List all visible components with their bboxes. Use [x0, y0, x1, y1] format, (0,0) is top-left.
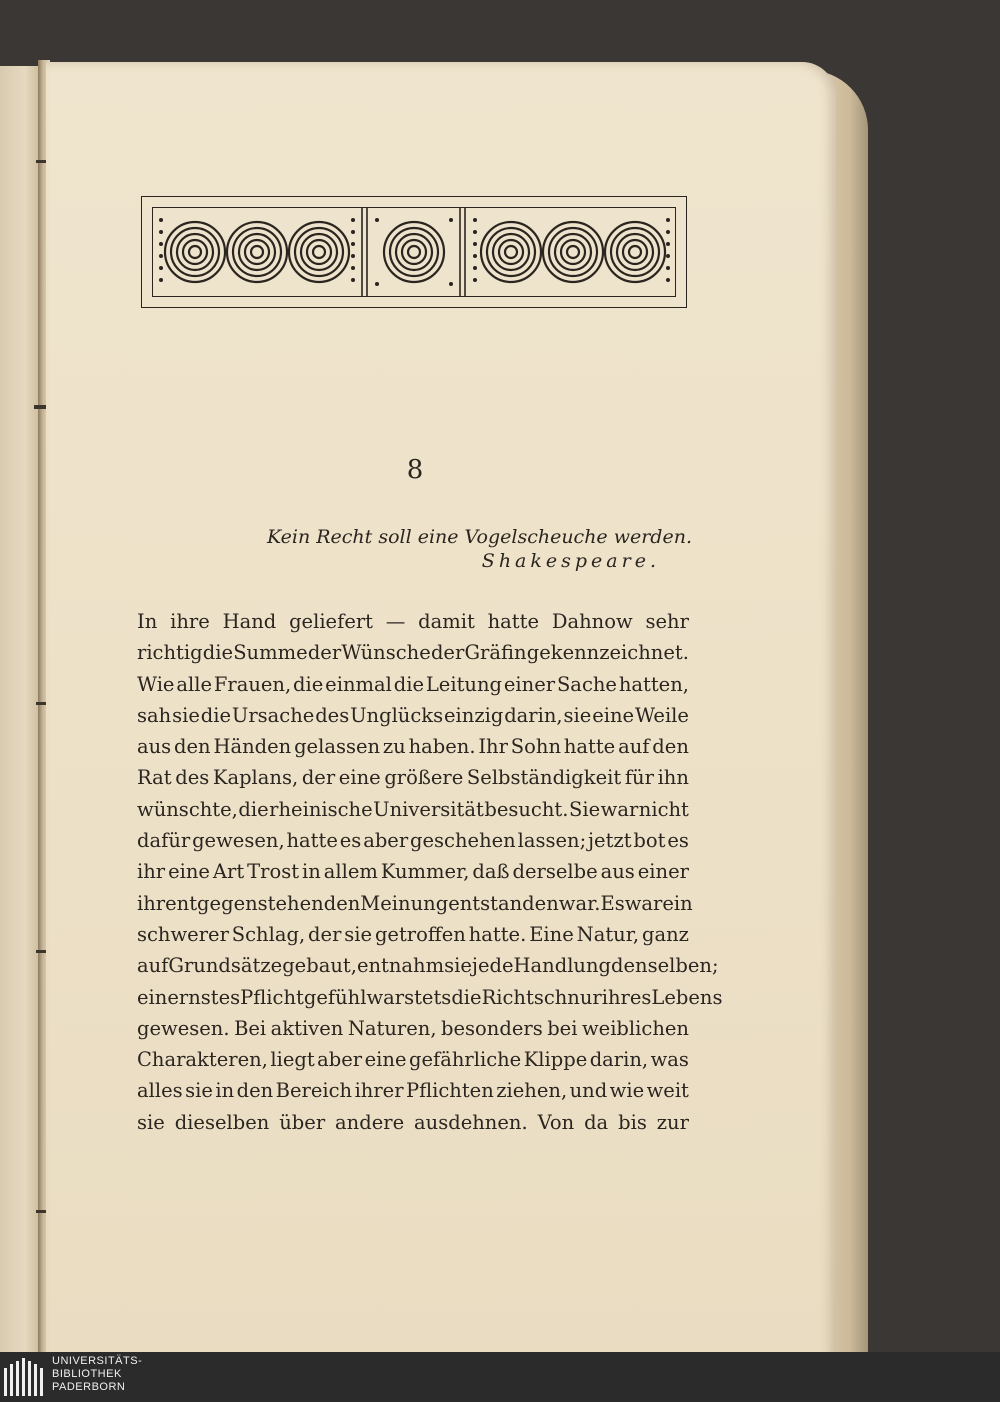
word: auf — [618, 735, 650, 759]
word: hatten, — [618, 672, 689, 696]
word: Kummer, — [380, 860, 470, 884]
word: richtig — [137, 641, 203, 665]
word: ein — [137, 985, 168, 1009]
word: der — [308, 922, 342, 946]
library-logo-text — [52, 1355, 142, 1394]
word: Sache — [556, 672, 617, 696]
word: gefährliche — [408, 1048, 522, 1072]
word: gekennzeichnet. — [526, 641, 689, 665]
text-line — [137, 637, 689, 668]
motto-author: Shakespeare. — [481, 550, 660, 572]
word: hatte — [487, 610, 540, 633]
footer-bar — [0, 1352, 1000, 1402]
word: des — [315, 703, 350, 727]
word: und — [569, 1079, 608, 1103]
word: der — [307, 641, 342, 665]
stitch-mark — [36, 950, 46, 953]
word: Wie — [137, 672, 175, 696]
word: ihr — [137, 891, 166, 915]
word: größere — [384, 766, 464, 790]
word: die — [200, 703, 232, 727]
word: sah — [137, 703, 172, 727]
library-logo-icon — [4, 1358, 44, 1396]
word: da — [584, 1110, 609, 1134]
text-line — [137, 1013, 689, 1044]
word: es — [667, 829, 689, 853]
word: Meinung — [360, 891, 449, 915]
word: schwerer — [137, 922, 229, 946]
word: Schlag, — [231, 922, 306, 946]
ornament-circles — [153, 208, 676, 297]
word: war — [366, 985, 405, 1009]
word: sie — [444, 954, 472, 978]
word: eine — [338, 766, 381, 790]
word: In — [137, 610, 158, 633]
word: Dahnow — [551, 610, 633, 633]
word: gewesen, — [192, 829, 285, 853]
word: Klippe — [523, 1048, 588, 1072]
word: Pflichten — [406, 1079, 494, 1103]
word: Ursache — [231, 703, 315, 727]
word: sehr — [645, 610, 689, 633]
word: rheinische — [269, 797, 373, 821]
word: eine — [592, 703, 635, 727]
word: einzig — [443, 703, 504, 727]
word: der — [301, 766, 336, 790]
word: geschehen — [410, 829, 516, 853]
word: Charakteren, — [137, 1048, 268, 1072]
word: — — [385, 610, 406, 633]
word: weiblichen — [581, 1016, 689, 1040]
word: Wünsche — [341, 641, 431, 665]
word: sie — [172, 703, 200, 727]
word: Pflichtgefühl — [240, 985, 367, 1009]
word: Universität — [373, 797, 484, 821]
stitch-mark — [36, 160, 46, 163]
word: ihrer — [354, 1079, 404, 1103]
word: sie — [344, 922, 373, 946]
word: Leitung — [425, 672, 503, 696]
word: alles — [137, 1079, 183, 1103]
word: bis — [618, 1110, 647, 1134]
word: hatte — [563, 735, 616, 759]
word: war — [624, 891, 663, 915]
text-line — [137, 950, 719, 981]
word: sie — [563, 703, 592, 727]
text-line — [137, 794, 689, 825]
word: Selbständigkeit — [466, 766, 622, 790]
word: ihn — [657, 766, 689, 790]
word: aus — [600, 860, 635, 884]
word: Sohn — [510, 735, 561, 759]
text-line — [137, 825, 689, 856]
word: Richtschnur — [481, 985, 602, 1009]
word: geliefert — [289, 610, 374, 633]
word: besonders — [441, 1016, 543, 1040]
word: darin, — [589, 1048, 649, 1072]
word: auf — [137, 954, 169, 978]
text-line — [137, 762, 689, 793]
text-line — [137, 606, 689, 637]
text-line — [137, 856, 689, 887]
word: wünschte, — [137, 797, 238, 821]
word: Frauen, — [213, 672, 292, 696]
word: einer — [503, 672, 556, 696]
word: den — [236, 1079, 274, 1103]
stitch-mark — [34, 405, 46, 409]
word: Weile — [634, 703, 689, 727]
word: Sie — [568, 797, 601, 821]
word: jetzt — [588, 829, 632, 853]
word: andere — [335, 1110, 405, 1134]
text-line — [137, 669, 689, 700]
word: wie — [609, 1079, 645, 1103]
logo-line: BIBLIOTHEK — [52, 1368, 122, 1380]
word: Rat — [137, 766, 172, 790]
word: für — [624, 766, 654, 790]
ornament-group-center — [384, 222, 444, 282]
word: Bei — [234, 1016, 267, 1040]
word: ihres — [601, 985, 652, 1009]
word: stets — [404, 985, 452, 1009]
word: gelassen — [294, 735, 381, 759]
word: Bereich — [275, 1079, 353, 1103]
word: sie — [137, 1110, 165, 1134]
word: Hand — [222, 610, 277, 633]
word: daß — [472, 860, 510, 884]
word: Kaplans, — [212, 766, 299, 790]
word: damit — [418, 610, 475, 633]
text-line — [137, 1075, 689, 1106]
word: Es — [600, 891, 625, 915]
word: die — [202, 641, 234, 665]
word: bei — [547, 1016, 578, 1040]
word: Lebens — [651, 985, 723, 1009]
word: lassen; — [517, 829, 587, 853]
word: den — [174, 735, 211, 759]
word: entnahm — [356, 954, 445, 978]
word: weit — [646, 1079, 689, 1103]
word: allem — [323, 860, 378, 884]
text-line — [137, 982, 723, 1013]
word: Naturen, — [347, 1016, 437, 1040]
text-line — [137, 888, 693, 919]
word: gewesen. — [137, 1016, 230, 1040]
left-page-edge — [0, 66, 42, 1384]
word: denselben; — [611, 954, 719, 978]
word: einmal — [325, 672, 392, 696]
word: alle — [176, 672, 212, 696]
word: den — [652, 735, 689, 759]
chapter-motto: Kein Recht soll eine Vogelscheuche werden. — [266, 526, 692, 548]
text-line — [137, 1107, 689, 1138]
word: ausdehnen. — [414, 1110, 528, 1134]
word: ihre — [170, 610, 210, 633]
word: hatte — [286, 829, 338, 853]
word: nicht — [638, 797, 689, 821]
text-line — [137, 731, 689, 762]
word: ernstes — [167, 985, 241, 1009]
word: aktiven — [270, 1016, 344, 1040]
word: die — [451, 985, 482, 1009]
word: entgegenstehenden — [165, 891, 361, 915]
word: sie — [185, 1079, 213, 1103]
word: Grundsätze — [168, 954, 283, 978]
text-line — [137, 700, 689, 731]
word: Summe — [233, 641, 308, 665]
word: jede — [471, 954, 514, 978]
word: Unglücks — [350, 703, 444, 727]
stitch-mark — [36, 702, 46, 705]
word: Natur, — [576, 922, 640, 946]
word: eine — [364, 1048, 407, 1072]
word: Von — [537, 1110, 575, 1134]
word: der — [430, 641, 465, 665]
word: Art — [212, 860, 245, 884]
word: ein — [662, 891, 693, 915]
word: Ihr — [478, 735, 508, 759]
word: Gräfin — [464, 641, 527, 665]
word: getroffen — [374, 922, 466, 946]
word: des — [175, 766, 210, 790]
word: zur — [656, 1110, 689, 1134]
logo-line: UNIVERSITÄTS- — [52, 1355, 143, 1367]
body-text — [137, 606, 723, 1138]
chapter-number: 8 — [406, 455, 424, 485]
word: Trost — [247, 860, 300, 884]
ornament-group-left — [165, 222, 349, 282]
word: über — [279, 1110, 326, 1134]
word: dieselben — [174, 1110, 270, 1134]
text-line — [137, 1044, 689, 1075]
word: entstanden — [448, 891, 559, 915]
word: was — [650, 1048, 689, 1072]
word: Eine — [529, 922, 574, 946]
word: gebaut, — [282, 954, 357, 978]
word: bot — [633, 829, 666, 853]
word: die — [293, 672, 324, 696]
word: eine — [168, 860, 210, 884]
logo-line: PADERBORN — [52, 1381, 126, 1393]
word: besucht. — [484, 797, 569, 821]
word: die — [238, 797, 269, 821]
text-line — [137, 919, 689, 950]
word: in — [302, 860, 321, 884]
ornament-group-right — [481, 222, 665, 282]
word: aus — [137, 735, 172, 759]
word: ihr — [137, 860, 166, 884]
word: ziehen, — [496, 1079, 568, 1103]
word: einer — [637, 860, 689, 884]
word: die — [393, 672, 424, 696]
word: ganz — [641, 922, 689, 946]
word: Händen — [213, 735, 292, 759]
word: darin, — [504, 703, 563, 727]
word: war — [600, 797, 639, 821]
word: aber — [317, 1048, 363, 1072]
word: liegt — [270, 1048, 315, 1072]
stitch-mark — [36, 1210, 46, 1213]
word: hatte. — [468, 922, 527, 946]
word: aber — [363, 829, 409, 853]
word: derselbe — [512, 860, 598, 884]
word: zu — [382, 735, 406, 759]
word: es — [339, 829, 362, 853]
word: war. — [558, 891, 601, 915]
word: Handlung — [513, 954, 612, 978]
word: dafür — [137, 829, 191, 853]
word: in — [215, 1079, 235, 1103]
word: haben. — [408, 735, 476, 759]
decorative-header-ornament — [141, 196, 687, 308]
